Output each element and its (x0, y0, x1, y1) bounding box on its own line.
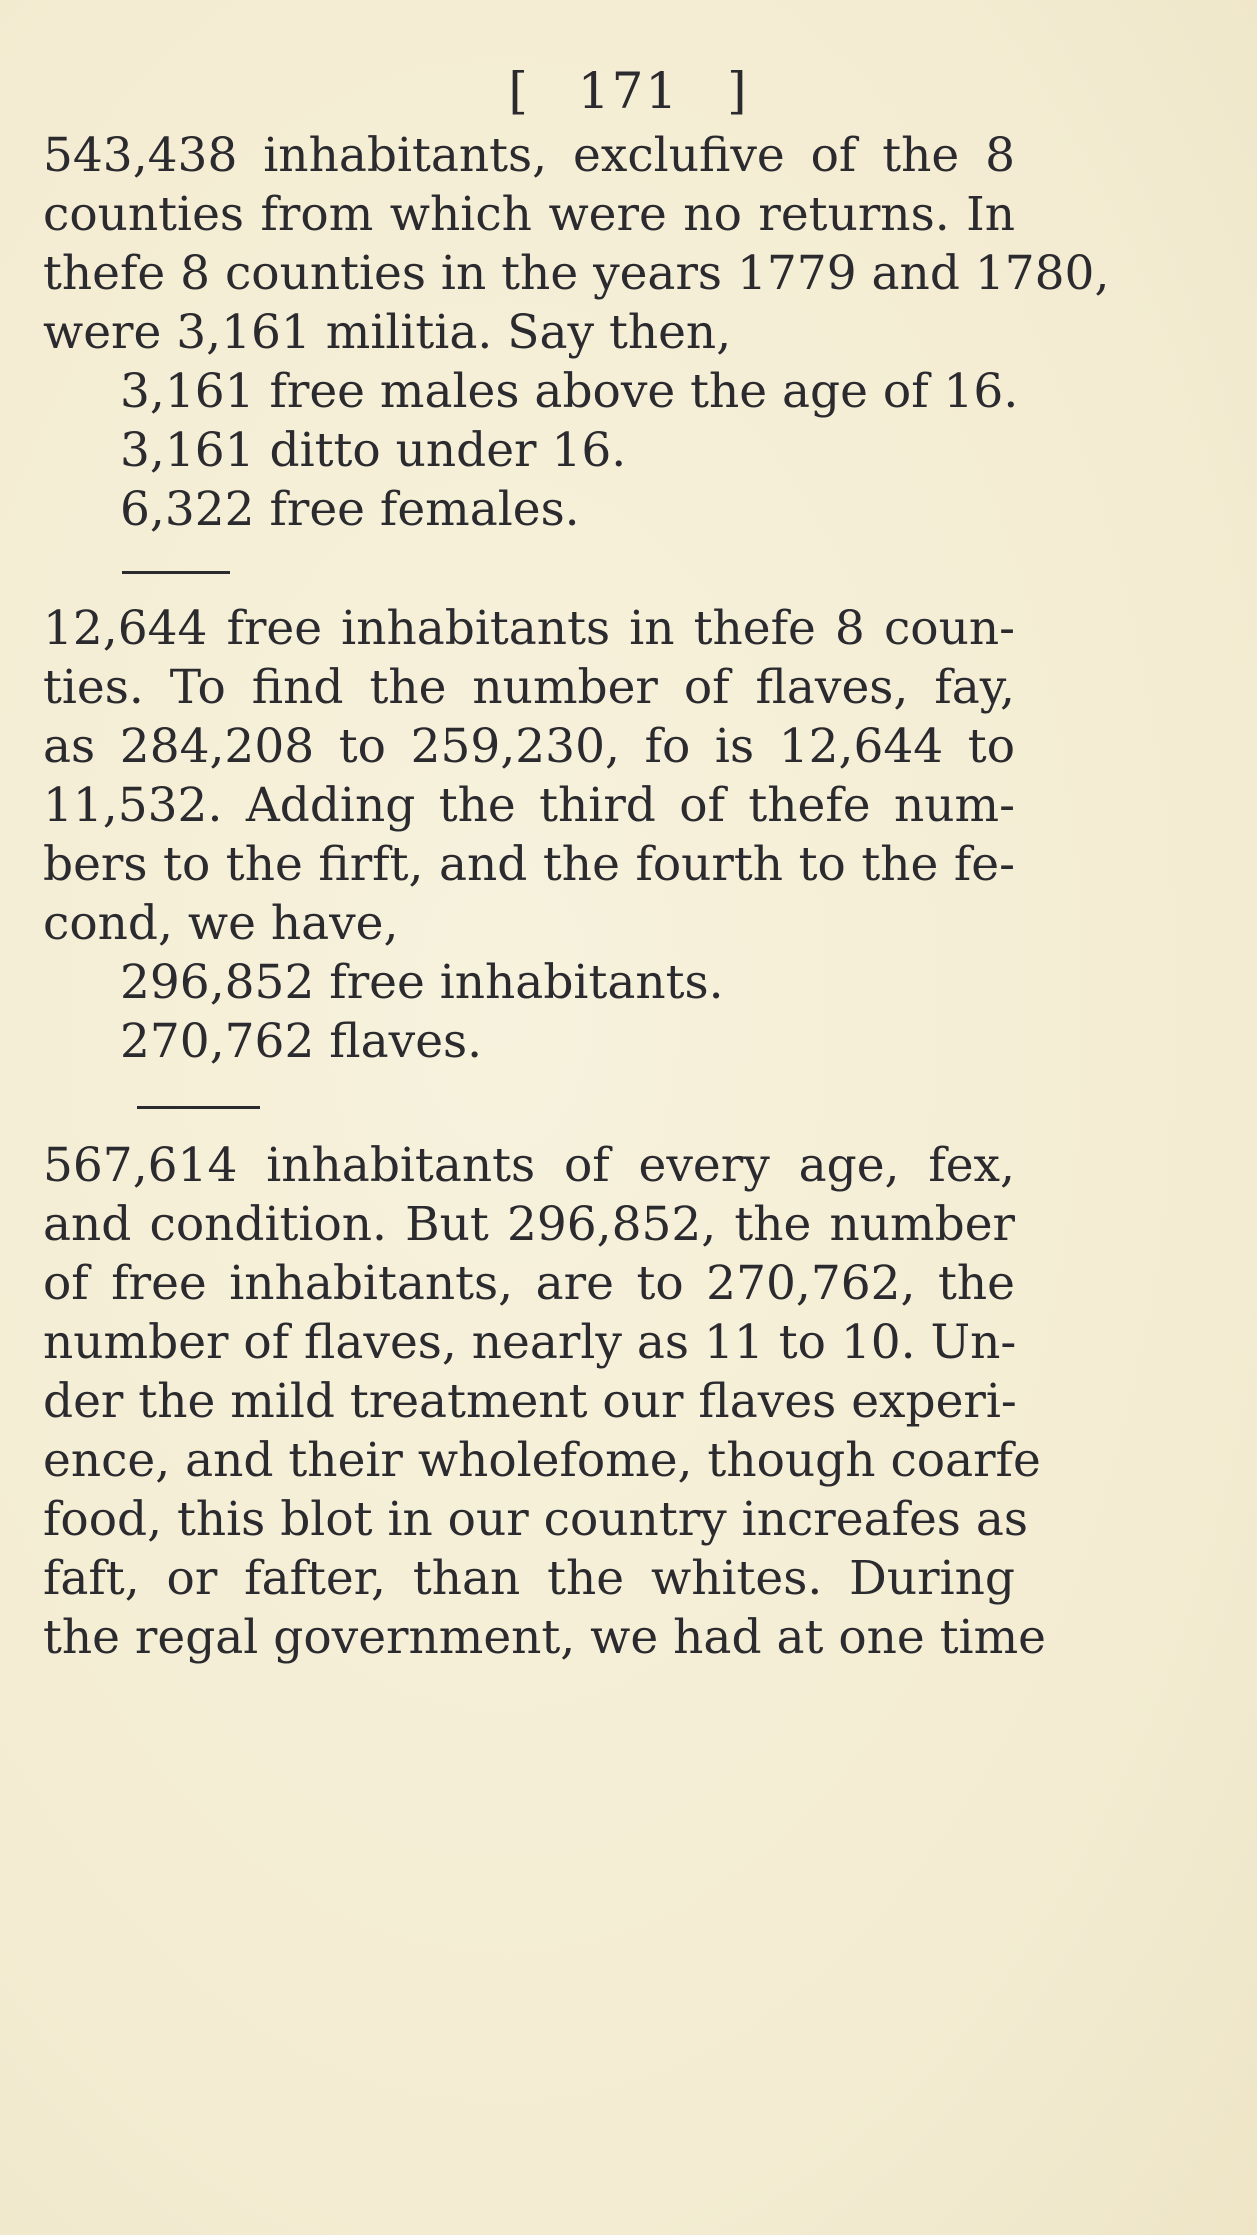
text-line: counties from which were no returns. In (43, 187, 1015, 242)
text-line: bers to the firft, and the fourth to the fe- (43, 837, 1015, 892)
page-number-header: [ 171 ] (508, 62, 749, 120)
text-line: food, this blot in our country increafes as (43, 1492, 1029, 1547)
text-line: as 284,208 to 259,230, fo is 12,644 to (43, 719, 1015, 774)
text-line: of free inhabitants, are to 270,762, the (43, 1256, 1015, 1311)
sum-rule (137, 1106, 260, 1109)
text-line: ties. To find the number of flaves, fay, (43, 660, 1015, 715)
text-line: ence, and their wholefome, though coarfe (43, 1433, 1041, 1488)
text-line: faft, or fafter, than the whites. During (43, 1551, 1015, 1606)
tally-line: 296,852 free inhabitants. (120, 955, 724, 1010)
text-line: 567,614 inhabitants of every age, fex, (43, 1138, 1015, 1193)
text-line: thefe 8 counties in the years 1779 and 1780, (43, 246, 1110, 301)
text-line: 11,532. Adding the third of thefe num- (43, 778, 1015, 833)
text-line: were 3,161 militia. Say then, (43, 305, 732, 360)
sum-rule (122, 571, 230, 574)
tally-line: 270,762 flaves. (120, 1014, 483, 1069)
text-line: der the mild treatment our flaves experi- (43, 1374, 1017, 1429)
tally-line: 3,161 ditto under 16. (120, 423, 627, 478)
tally-line: 3,161 free males above the age of 16. (120, 364, 1019, 419)
text-line: number of flaves, nearly as 11 to 10. Un- (43, 1315, 1017, 1370)
text-line: the regal government, we had at one time (43, 1610, 1046, 1665)
text-line: 12,644 free inhabitants in thefe 8 coun- (43, 601, 1015, 656)
text-line: cond, we have, (43, 896, 399, 951)
text-line: 543,438 inhabitants, exclufive of the 8 (43, 128, 1015, 183)
tally-line: 6,322 free females. (120, 482, 580, 537)
text-line: and condition. But 296,852, the number (43, 1197, 1015, 1252)
